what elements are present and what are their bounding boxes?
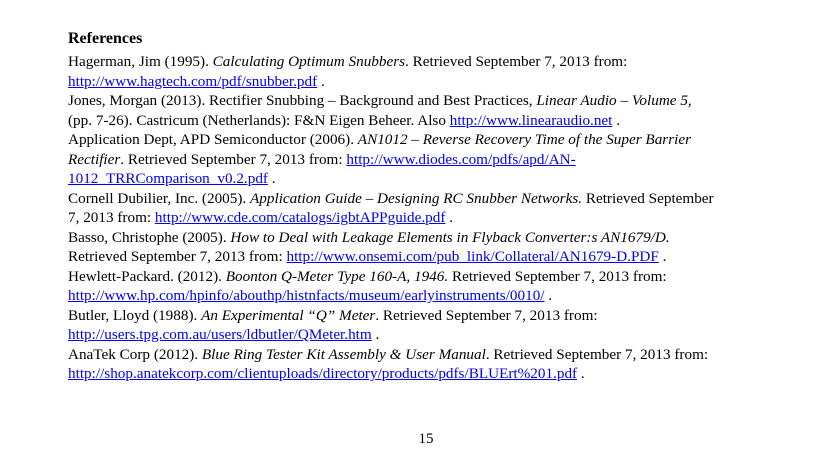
reference-line [68, 247, 798, 267]
reference-text: . [267, 170, 276, 187]
reference-line [68, 364, 798, 384]
reference-entry [68, 91, 798, 130]
reference-entry [68, 52, 798, 91]
reference-line [68, 208, 798, 228]
reference-line [68, 130, 798, 150]
reference-line [68, 111, 798, 131]
reference-text: Retrieved September [582, 189, 714, 207]
reference-line [68, 91, 798, 111]
reference-line [68, 345, 798, 365]
reference-line [68, 325, 798, 345]
reference-title-text: An Experimental “Q” Meter [201, 306, 376, 324]
reference-line [68, 52, 798, 72]
reference-title-text: Boonton Q-Meter Type 160-A, 1946. [225, 267, 449, 285]
reference-link[interactable]: http://www.diodes.com/pdfs/apd/AN- [346, 150, 576, 168]
reference-line [68, 169, 798, 189]
reference-text: AnaTek Corp (2012). [68, 345, 202, 363]
reference-line [68, 286, 798, 306]
reference-title-text: How to Deal with Leakage Elements in Flyback Converter:s AN1679/D. [230, 228, 670, 246]
reference-link[interactable]: http://www.linearaudio.net [449, 111, 613, 129]
reference-entry [68, 267, 798, 306]
reference-link[interactable]: http://www.onsemi.com/pub_link/Collateral/AN1679-D.PDF [286, 248, 659, 265]
reference-title-text: AN1012 – Reverse Recovery Time of the Super Barrier [357, 131, 691, 148]
reference-text: Cornell Dubilier, Inc. (2005). [68, 189, 251, 207]
reference-text: (pp. 7-26). Castricum (Netherlands): F&N Eigen Beheer. Also [68, 111, 450, 129]
reference-title-text: Linear Audio – Volume 5, [536, 92, 692, 109]
reference-line [68, 150, 798, 170]
reference-entry [68, 345, 798, 384]
reference-text: Jones, Morgan (2013). Rectifier Snubbing – Background and Best Practices, [68, 92, 537, 109]
reference-line [68, 306, 798, 326]
reference-text: . [445, 209, 453, 226]
reference-title-text: Application Guide – Designing RC Snubber Networks. [250, 189, 583, 207]
reference-link[interactable]: http://shop.anatekcorp.com/clientuploads/directory/products/pdfs/BLUErt%201.pdf [68, 365, 578, 382]
reference-text: Application Dept, APD Semiconductor (2006). [68, 131, 358, 148]
page-number: 15 [418, 431, 434, 447]
reference-text: . [317, 72, 325, 90]
reference-title-text: Calculating Optimum Snubbers [212, 53, 406, 70]
reference-link[interactable]: http://www.hagtech.com/pdf/snubber.pdf [68, 72, 318, 90]
reference-line [68, 189, 798, 209]
reference-text: 7, 2013 from: [68, 209, 155, 226]
references-heading: References [68, 30, 143, 47]
reference-entry [68, 130, 798, 189]
reference-line [68, 72, 798, 92]
references-list [68, 52, 798, 384]
reference-link[interactable]: http://www.cde.com/catalogs/igbtAPPguide.pdf [154, 209, 446, 226]
reference-text: Hewlett-Packard. (2012). [68, 267, 226, 285]
reference-text: . [658, 248, 667, 265]
reference-entry [68, 228, 798, 267]
reference-text: . [544, 287, 553, 304]
reference-text: . Retrieved September 7, 2013 from: [485, 345, 709, 363]
reference-text: Basso, Christophe (2005). [68, 228, 231, 246]
reference-line [68, 228, 798, 248]
reference-text: Retrieved September 7, 2013 from: [448, 267, 667, 285]
reference-text: Hagerman, Jim (1995). [68, 53, 213, 70]
reference-text: Retrieved September 7, 2013 from: [68, 248, 287, 265]
reference-text: Butler, Lloyd (1988). [68, 306, 202, 324]
reference-link[interactable]: 1012_TRRComparison_v0.2.pdf [68, 170, 268, 187]
reference-line [68, 267, 798, 287]
reference-title-text: Blue Ring Tester Kit Assembly & User Manual [201, 345, 486, 363]
reference-title-text: Rectifier [68, 150, 121, 168]
reference-link[interactable]: http://www.hp.com/hpinfo/abouthp/histnfacts/museum/earlyinstruments/0010/ [68, 287, 545, 304]
reference-text: . [371, 326, 380, 343]
reference-entry [68, 189, 798, 228]
reference-text: . [577, 365, 585, 382]
reference-text: . Retrieved September 7, 2013 from: [375, 306, 598, 324]
reference-text: . Retrieved September 7, 2013 from: [120, 150, 347, 168]
reference-text: . [612, 111, 620, 129]
reference-entry [68, 306, 798, 345]
reference-text: . Retrieved September 7, 2013 from: [405, 53, 628, 70]
reference-link[interactable]: http://users.tpg.com.au/users/ldbutler/QMeter.htm [68, 326, 372, 343]
